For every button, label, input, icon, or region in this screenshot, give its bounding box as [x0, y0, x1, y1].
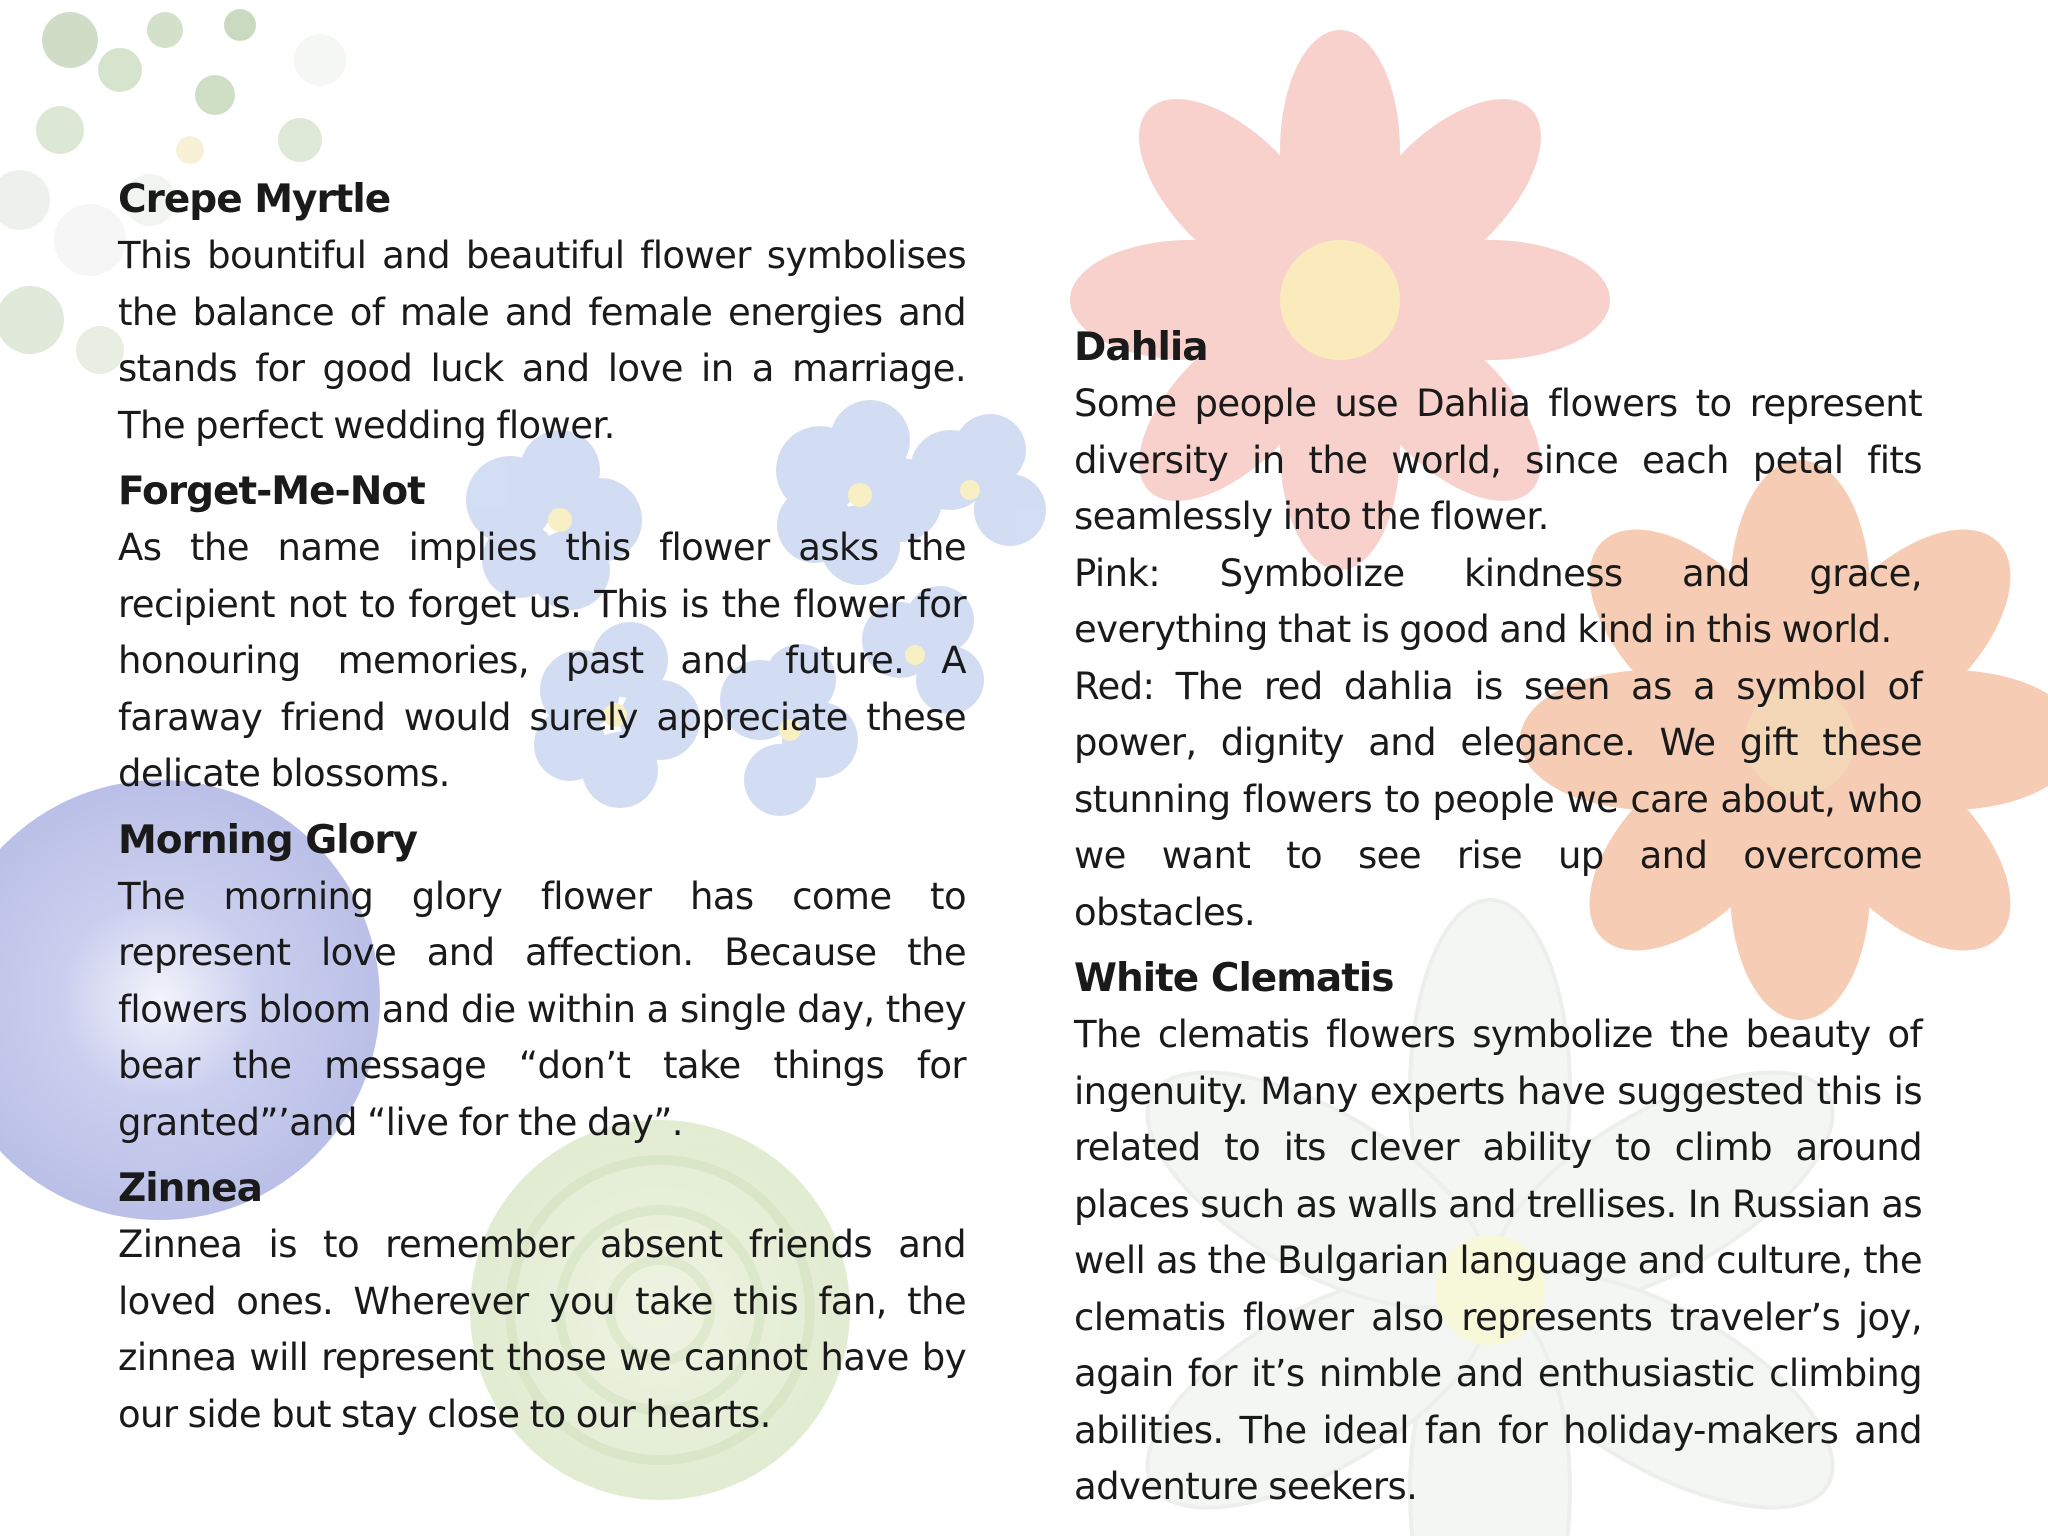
- crepe-myrtle-section: [118, 172, 966, 454]
- zinnea-text: Zinnea is to remember absent friends and loved ones. Wherever you take this fan, the zinnea will represent those we cannot have by our side but stay close to our hearts.: [118, 1223, 966, 1436]
- morning-glory-section: [118, 813, 966, 1152]
- morning-glory-heading: Morning Glory: [118, 817, 418, 863]
- dahlia-heading: Dahlia: [1074, 325, 1208, 370]
- white-clematis-section: [1074, 951, 1922, 1516]
- right-column: [1074, 320, 1922, 1526]
- crepe-myrtle-heading: Crepe Myrtle: [118, 177, 391, 222]
- zinnea-heading: Zinnea: [118, 1166, 262, 1211]
- dahlia-red-text: Red: The red dahlia is seen as a symbol of power, dignity and elegance. We gift these stunning flowers to people we care about, who we want to see rise up and overcome obstacles.: [1074, 664, 1922, 934]
- dahlia-text: Some people use Dahlia flowers to represent diversity in the world, since each petal fits seamlessly into the flower.: [1074, 382, 1922, 538]
- morning-glory-text: The morning glory flower has come to represent love and affection. Because the flowers bloom and die within a single day, they bear the message “don’t take things for granted”’and “live for the day”.: [118, 874, 966, 1144]
- forget-me-not-section: [118, 464, 966, 803]
- dahlia-section: [1074, 320, 1922, 941]
- left-column: [118, 172, 966, 1453]
- forget-me-not-text: As the name implies this flower asks the recipient not to forget us. This is the flower for honouring memories, past and future. A faraway friend would surely appreciate these delicate blossoms.: [118, 526, 966, 795]
- white-clematis-heading: White Clematis: [1074, 956, 1394, 1001]
- zinnea-section: [118, 1161, 966, 1443]
- forget-me-not-heading: Forget-Me-Not: [118, 469, 425, 514]
- white-clematis-text: The clematis flowers symbolize the beauty of ingenuity. Many experts have suggested this is related to its clever ability to climb around places such as walls and trellises. In Russian as well as the Bulgarian language and culture, the clematis flower also represents traveler’s joy, again for it’s nimble and enthusiastic climbing abilities. The ideal fan for holiday-makers and adventure seekers.: [1074, 1013, 1922, 1508]
- dahlia-pink-text: Pink: Symbolize kindness and grace, everything that is good and kind in this world.: [1074, 551, 1922, 651]
- crepe-myrtle-text: This bountiful and beautiful flower symbolises the balance of male and female energies and stands for good luck and love in a marriage. The perfect wedding flower.: [118, 234, 966, 447]
